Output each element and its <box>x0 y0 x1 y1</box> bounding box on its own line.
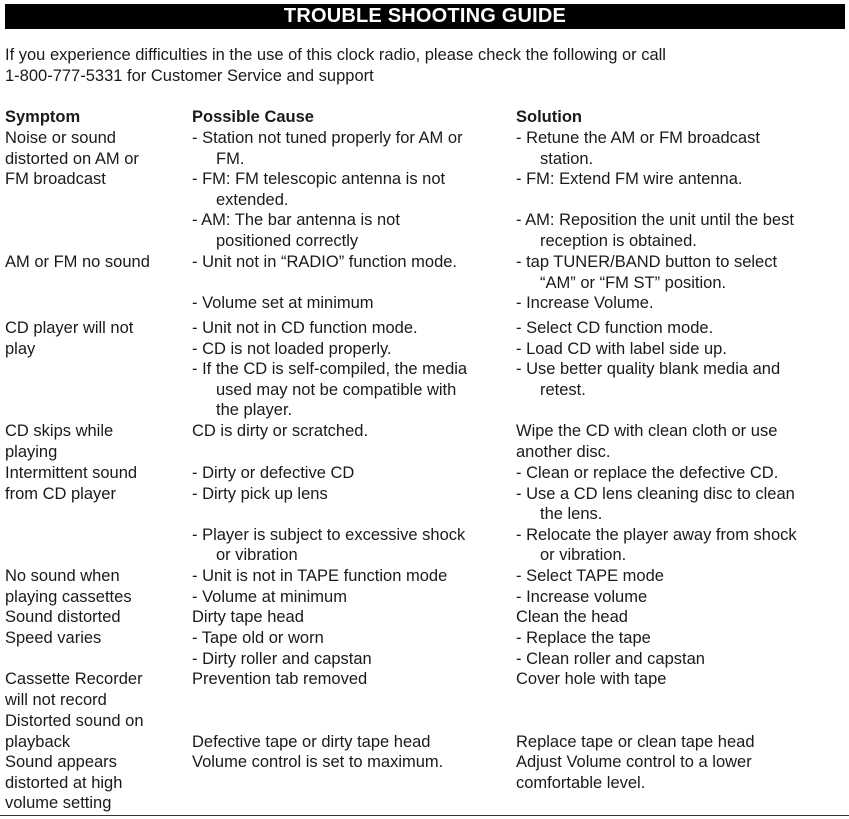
solution-line: - Retune the AM or FM broadcast <box>516 129 760 147</box>
symptom-line: CD player will not <box>5 319 134 337</box>
solution-line: retest. <box>540 380 586 399</box>
solution-line: - Select TAPE mode <box>516 567 664 585</box>
symptom-cell <box>5 566 132 607</box>
symptom-line: Speed varies <box>5 629 102 647</box>
solution-line <box>516 190 794 211</box>
symptom-line: AM or FM no sound <box>5 253 150 271</box>
cause-line <box>192 273 457 294</box>
cause-line: Volume control is set to maximum. <box>192 753 444 771</box>
symptom-cell <box>5 711 144 752</box>
solution-cell <box>516 128 794 252</box>
column-header-symptom: Symptom <box>5 108 81 126</box>
symptom-line: Cassette Recorder <box>5 670 143 688</box>
cause-line: - If the CD is self-compiled, the media <box>192 360 468 379</box>
solution-cell <box>516 752 752 793</box>
symptom-cell <box>5 252 150 273</box>
cause-line: - Tape old or worn <box>192 629 324 647</box>
solution-line: Cover hole with tape <box>516 670 667 688</box>
intro-line: If you experience difficulties in the use of this clock radio, please check the following or call <box>5 46 666 64</box>
cause-line: - Volume at minimum <box>192 587 347 606</box>
solution-line: - Use a CD lens cleaning disc to clean <box>516 484 795 503</box>
solution-line: - Replace the tape <box>516 629 651 647</box>
cause-line: - FM: FM telescopic antenna is not <box>192 170 446 189</box>
solution-line: station. <box>540 149 594 168</box>
intro-text <box>5 45 845 87</box>
solution-line: - Load CD with label side up. <box>516 339 727 358</box>
cause-line: Dirty tape head <box>192 608 304 626</box>
symptom-line: will not record <box>5 690 107 709</box>
symptom-line: distorted at high <box>5 773 123 792</box>
cause-cell <box>192 252 457 314</box>
solution-cell <box>516 463 797 566</box>
cause-cell <box>192 128 463 252</box>
solution-line: - Increase Volume. <box>516 294 654 313</box>
cause-cell <box>192 752 443 773</box>
solution-line: reception is obtained. <box>540 231 697 250</box>
symptom-line: from CD player <box>5 484 116 503</box>
solution-line: - Relocate the player away from shock <box>516 525 797 544</box>
cause-line: - Volume set at minimum <box>192 294 374 313</box>
cause-cell <box>192 607 304 628</box>
cause-cell <box>192 711 430 752</box>
cause-line <box>192 504 465 525</box>
solution-line: - AM: Reposition the unit until the best <box>516 211 794 230</box>
symptom-cell <box>5 669 143 710</box>
symptom-line: CD skips while <box>5 422 114 440</box>
solution-line: - Use better quality blank media and <box>516 360 781 379</box>
bottom-divider <box>0 815 849 816</box>
symptom-line: Noise or sound <box>5 129 116 147</box>
symptom-cell <box>5 752 122 814</box>
cause-line: - AM: The bar antenna is not <box>192 211 400 230</box>
cause-line: - Unit is not in TAPE function mode <box>192 567 448 585</box>
solution-line: Replace tape or clean tape head <box>516 732 755 751</box>
solution-cell <box>516 607 628 628</box>
cause-line: - Player is subject to excessive shock <box>192 525 466 544</box>
cause-line: extended. <box>216 190 289 209</box>
solution-cell <box>516 566 664 607</box>
solution-line <box>516 711 755 732</box>
symptom-line: Sound appears <box>5 753 117 771</box>
symptom-cell <box>5 318 133 359</box>
solution-cell <box>516 318 780 400</box>
solution-line: - Increase volume <box>516 587 648 606</box>
cause-line: - CD is not loaded properly. <box>192 339 392 358</box>
solution-cell <box>516 421 777 462</box>
cause-line: Defective tape or dirty tape head <box>192 732 431 751</box>
cause-line: - Dirty or defective CD <box>192 464 355 482</box>
cause-cell <box>192 318 467 421</box>
solution-line: another disc. <box>516 442 611 461</box>
symptom-cell <box>5 128 139 190</box>
solution-cell <box>516 252 777 314</box>
cause-line: - Dirty roller and capstan <box>192 649 372 668</box>
cause-line: - Unit not in CD function mode. <box>192 319 418 337</box>
solution-line: Clean the head <box>516 608 628 626</box>
solution-line: - Select CD function mode. <box>516 319 714 337</box>
symptom-line: playing <box>5 442 58 461</box>
cause-line: CD is dirty or scratched. <box>192 422 369 440</box>
symptom-cell <box>5 421 113 462</box>
symptom-line: volume setting <box>5 794 112 813</box>
cause-line: - Station not tuned properly for AM or <box>192 129 463 147</box>
symptom-line: playback <box>5 732 71 751</box>
solution-line: comfortable level. <box>516 773 646 792</box>
cause-cell <box>192 628 372 669</box>
symptom-line: playing cassettes <box>5 587 132 606</box>
symptom-line: Sound distorted <box>5 608 121 626</box>
symptom-line: play <box>5 339 36 358</box>
symptom-cell <box>5 463 137 504</box>
solution-cell <box>516 711 755 752</box>
cause-line: - Dirty pick up lens <box>192 484 328 503</box>
symptom-line: distorted on AM or <box>5 149 139 168</box>
column-header-cause: Possible Cause <box>192 108 314 126</box>
solution-line: - Clean or replace the defective CD. <box>516 464 779 482</box>
solution-line: Wipe the CD with clean cloth or use <box>516 422 778 440</box>
cause-line: the player. <box>216 401 293 420</box>
cause-cell <box>192 421 368 442</box>
solution-cell <box>516 669 666 690</box>
page-title: TROUBLE SHOOTING GUIDE <box>5 4 845 29</box>
cause-line: Prevention tab removed <box>192 670 368 688</box>
cause-line: or vibration <box>216 546 298 565</box>
symptom-cell <box>5 628 101 649</box>
column-header-solution: Solution <box>516 108 582 126</box>
symptom-line: FM broadcast <box>5 170 106 189</box>
cause-cell <box>192 566 447 607</box>
cause-line: - Unit not in “RADIO” function mode. <box>192 253 458 271</box>
solution-line: the lens. <box>540 505 603 524</box>
symptom-line: Intermittent sound <box>5 464 138 482</box>
solution-line: “AM” or “FM ST” position. <box>540 273 727 292</box>
cause-line: FM. <box>216 149 245 168</box>
cause-cell <box>192 669 367 690</box>
solution-cell <box>516 628 705 669</box>
solution-line: or vibration. <box>540 546 627 565</box>
intro-line: 1-800-777-5331 for Customer Service and support <box>5 67 374 85</box>
symptom-line: No sound when <box>5 567 120 585</box>
solution-line: Adjust Volume control to a lower <box>516 753 752 771</box>
solution-line: - FM: Extend FM wire antenna. <box>516 170 743 189</box>
cause-line: used may not be compatible with <box>216 380 457 399</box>
symptom-cell <box>5 607 121 628</box>
cause-line <box>192 711 430 732</box>
cause-line: positioned correctly <box>216 231 359 250</box>
solution-line: - Clean roller and capstan <box>516 649 705 668</box>
solution-line: - tap TUNER/BAND button to select <box>516 253 778 271</box>
cause-cell <box>192 463 465 566</box>
symptom-line: Distorted sound on <box>5 712 144 730</box>
